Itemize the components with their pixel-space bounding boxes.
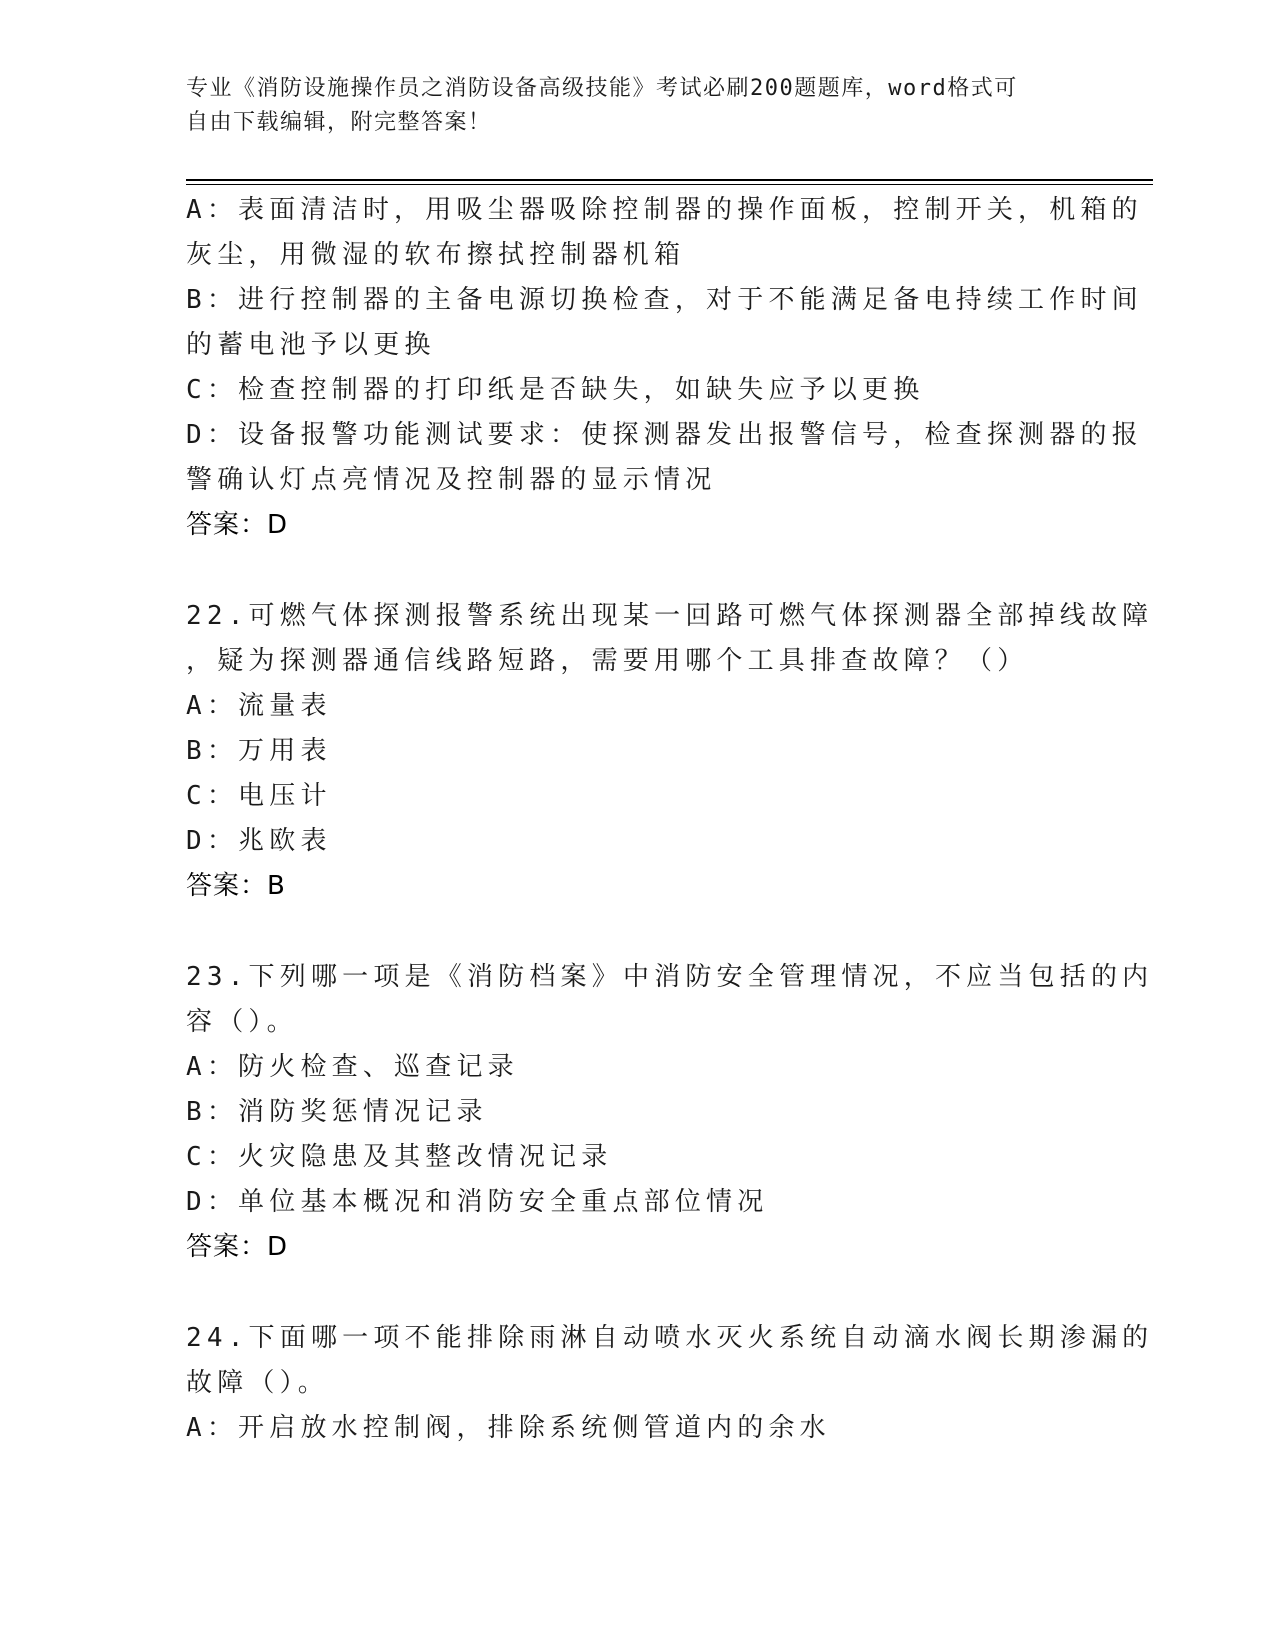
option-d-line: 警确认灯点亮情况及控制器的显示情况 (186, 465, 717, 495)
option-c: C：火灾隐患及其整改情况记录 (186, 1142, 613, 1172)
header-divider-thick (186, 179, 1153, 181)
option-c: C：检查控制器的打印纸是否缺失，如缺失应予以更换 (186, 375, 925, 405)
answer: 答案：B (186, 871, 286, 901)
option-b: B：万用表 (186, 736, 332, 766)
option-b-line: B：进行控制器的主备电源切换检查，对于不能满足备电持续工作时间 (186, 285, 1143, 315)
option-d: D：单位基本概况和消防安全重点部位情况 (186, 1187, 769, 1217)
option-a: A：防火检查、巡查记录 (186, 1052, 519, 1082)
question-23 (186, 955, 1154, 1270)
option-d: D：兆欧表 (186, 826, 332, 856)
document-header (186, 72, 1066, 140)
header-divider-thin (186, 184, 1153, 185)
option-c: C：电压计 (186, 781, 332, 811)
question-stem-line: 22.可燃气体探测报警系统出现某一回路可燃气体探测器全部掉线故障 (186, 601, 1154, 631)
option-d-line: D：设备报警功能测试要求：使探测器发出报警信号，检查探测器的报 (186, 420, 1143, 450)
header-line: 自由下载编辑，附完整答案！ (186, 110, 492, 135)
question-stem-line: ，疑为探测器通信线路短路，需要用哪个工具排查故障？（） (186, 646, 1029, 676)
answer: 答案：D (186, 1232, 289, 1262)
answer: 答案：D (186, 510, 289, 540)
option-a: A：流量表 (186, 691, 332, 721)
question-stem-line: 24.下面哪一项不能排除雨淋自动喷水灭火系统自动滴水阀长期渗漏的 (186, 1323, 1154, 1353)
option-a-line: 灰尘，用微湿的软布擦拭控制器机箱 (186, 240, 686, 270)
option-a: A：开启放水控制阀，排除系统侧管道内的余水 (186, 1413, 831, 1443)
option-b: B：消防奖惩情况记录 (186, 1097, 488, 1127)
option-a-line: A：表面清洁时，用吸尘器吸除控制器的操作面板，控制开关，机箱的 (186, 195, 1143, 225)
header-line: 专业《消防设施操作员之消防设备高级技能》考试必刷200题题库，word格式可 (186, 76, 1018, 101)
spacer (186, 1270, 1086, 1316)
option-b-line: 的蓄电池予以更换 (186, 330, 436, 360)
question-24 (186, 1316, 1154, 1451)
question-stem-line: 故障（）。 (186, 1368, 330, 1398)
question-22 (186, 594, 1154, 909)
question-21-continuation (186, 188, 1143, 548)
spacer (186, 909, 1086, 955)
spacer (186, 548, 1086, 594)
question-stem-line: 23.下列哪一项是《消防档案》中消防安全管理情况，不应当包括的内 (186, 962, 1154, 992)
question-list (186, 188, 1154, 1451)
question-stem-line: 容（）。 (186, 1007, 298, 1037)
